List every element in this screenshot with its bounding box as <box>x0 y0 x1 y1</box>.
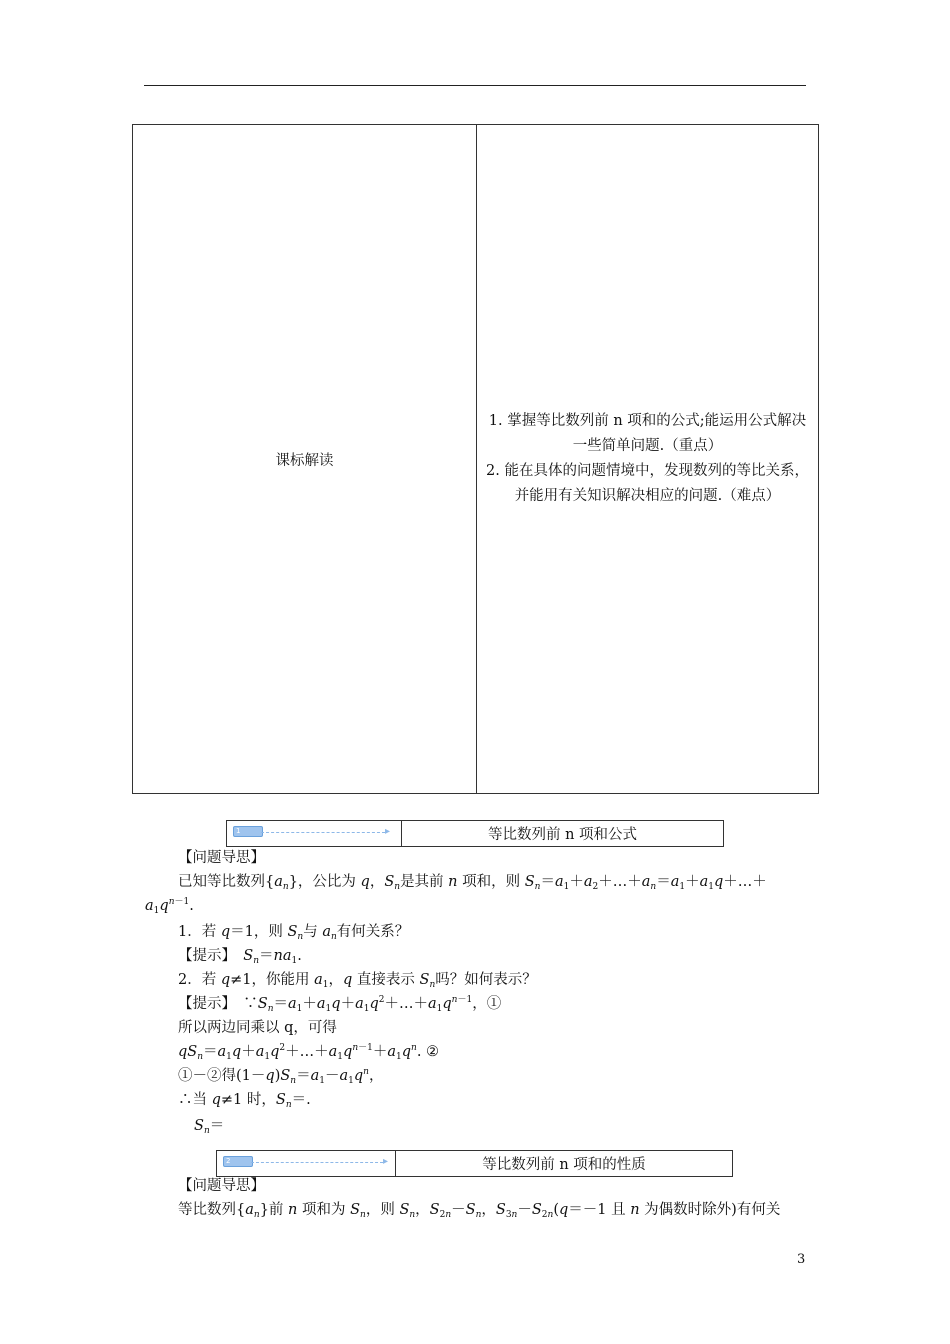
conclusion: ∴当 q≠1 时，$S_n=$. <box>178 1092 311 1110</box>
hint-label-2: 【提示】 <box>178 996 229 1012</box>
property-question: 等比数列$\{a_n\}$前 n 项和为 $S_n$，则 $S_n$，$S_{2n}-S_n$，$S_{3n}-S_{2n}(q=-1$ 且 n 为偶数时除外)有何关 <box>178 1202 781 1220</box>
multiply-step: 所以两边同乘以 q，可得 <box>178 1020 337 1036</box>
question-1: 1．若 q＝1，则 $S_n$与 $a_n$有何关系？ <box>178 924 410 942</box>
course-standard-label: 课标解读 <box>133 125 477 794</box>
learning-goal-1: 1. 掌握等比数列前 n 项和的公式;能运用公式解决一些简单问题.（重点） <box>488 413 807 454</box>
section-2-title: 等比数列前 n 项和的性质 <box>482 1157 646 1173</box>
learning-goal-2: 2. 能在具体的问题情境中，发现数列的等比关系，并能用有关知识解决相应的问题.（难点） <box>486 463 809 504</box>
course-standard-table <box>132 124 819 794</box>
dashed-arrow-line <box>251 1162 383 1163</box>
intro-sentence: 已知等比数列$\{a_n\}$，公比为 q，$S_n$是其前 n 项和，则 $S_n=a_1+a_2+\dots+a_n=a_1+a_1q+\dots+$ <box>178 874 767 892</box>
section-banner-1 <box>226 820 724 847</box>
knowledge-point-1-icon: 1 <box>233 826 263 837</box>
arrow-right-icon: ▸ <box>383 1156 389 1167</box>
section-1-tag <box>227 821 402 846</box>
section-banner-2 <box>216 1150 733 1177</box>
hint-1: 【提示】 $S_n=na_1$. <box>178 948 302 966</box>
problem-guide-label-2: 【问题导思】 <box>178 1178 265 1194</box>
hint-2: 【提示】 $\because S_n=a_1+a_1q+a_1q^2+\dots+a_1q^{n-1}$，① <box>178 995 502 1014</box>
knowledge-point-2-icon: 2 <box>223 1156 253 1167</box>
section-1-title: 等比数列前 n 项和公式 <box>487 827 638 843</box>
arrow-right-icon: ▸ <box>385 826 391 837</box>
equation-2: $qS_n=a_1q+a_1q^2+\dots+a_1q^{n-1}+a_1q^n$. ② <box>178 1043 440 1062</box>
question-2: 2．若 q≠1，你能用 $a_1$，q 直接表示 $S_n$吗？如何表示？ <box>178 972 537 990</box>
hint-label-1: 【提示】 <box>178 948 229 964</box>
sn-formula: $S_n=$ <box>194 1118 225 1136</box>
dashed-arrow-line <box>261 832 385 833</box>
problem-guide-label-1: 【问题导思】 <box>178 850 265 866</box>
learning-goals <box>477 125 819 794</box>
section-2-tag <box>217 1151 396 1176</box>
header-rule <box>144 85 806 86</box>
page-number: 3 <box>797 1252 806 1267</box>
subtraction-step: ①－②得$(1-q)S_n=a_1-a_1q^n$， <box>178 1067 384 1086</box>
intro-sentence-cont: $a_1q^{n-1}$. <box>145 897 194 916</box>
